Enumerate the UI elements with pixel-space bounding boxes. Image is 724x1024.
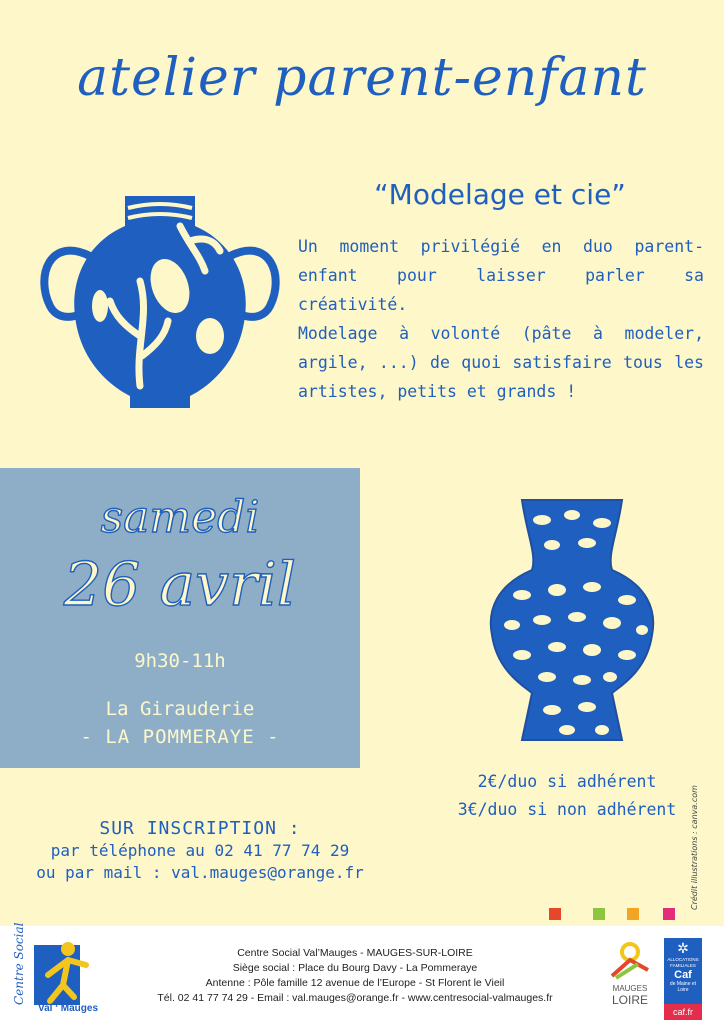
footer-line: Siège social : Place du Bourg Davy - La Pommeraye	[232, 962, 478, 974]
decor-square	[627, 908, 639, 920]
price-non-member: 3€/duo si non adhérent	[457, 800, 677, 819]
logo-mid-top: MAUGES	[612, 984, 648, 993]
footer-line: Centre Social Val’Mauges - MAUGES-SUR-LOIRE	[237, 947, 473, 959]
logo-subtext: Val ‘ Mauges	[37, 1003, 99, 1014]
caf-site: caf.fr	[664, 1004, 702, 1020]
workshop-subtitle: “Modelage et cie”	[374, 178, 626, 211]
description-paragraph: Un moment privilégié en duo parent-enfant pour laisser parler sa créativité.	[298, 237, 704, 314]
event-day: samedi	[100, 492, 260, 543]
caf-top-text: ALLOCATIONS FAMILIALES	[667, 957, 699, 968]
registration-phone: par téléphone au 02 41 77 74 29	[50, 841, 350, 860]
event-time: 9h30-11h	[134, 650, 226, 672]
event-date: 26 avril	[63, 550, 297, 620]
prices	[410, 768, 724, 824]
decor-square	[663, 908, 675, 920]
footer-line: Antenne : Pôle famille 12 avenue de l’Europe - St Florent le Vieil	[205, 977, 505, 989]
centre-social-logo	[8, 922, 108, 1017]
footer-line: Tél. 02 41 77 74 29 - Email : val.mauges@orange.fr - www.centresocial-valmauges.fr	[157, 992, 553, 1004]
description-paragraph: Modelage à volonté (pâte à modeler, argile, ...) de quoi satisfaire tous les artistes, petits et grands !	[298, 324, 704, 401]
decor-square	[549, 908, 561, 920]
mauges-loire-logo-icon	[608, 940, 652, 980]
price-member: 2€/duo si adhérent	[477, 772, 657, 791]
caf-logo	[664, 938, 702, 1020]
registration-heading: SUR INSCRIPTION :	[99, 818, 301, 839]
event-place: La Girauderie	[105, 698, 255, 720]
registration-info	[0, 818, 400, 884]
caf-text: Caf	[674, 969, 692, 981]
footer-contact	[110, 946, 600, 1006]
illustration-credit	[690, 750, 704, 910]
vase-illustration-2	[482, 495, 662, 745]
caf-sub-text: de Maine et Loire	[669, 981, 697, 993]
poster-title: atelier parent-enfant	[77, 48, 647, 108]
logo-mid-bottom: LOIRE	[611, 993, 648, 1007]
event-town: - LA POMMERAYE -	[80, 726, 280, 748]
description	[298, 232, 704, 406]
vase-illustration-1	[30, 186, 290, 416]
decor-square	[593, 908, 605, 920]
caf-star-icon: ✲	[677, 940, 689, 956]
mauges-loire-logo	[608, 940, 652, 1020]
registration-mail: ou par mail : val.mauges@orange.fr	[36, 863, 364, 882]
credit-text: Crédit illustrations : canva.com	[690, 785, 699, 910]
logo-text: Centre Social	[12, 922, 26, 1005]
